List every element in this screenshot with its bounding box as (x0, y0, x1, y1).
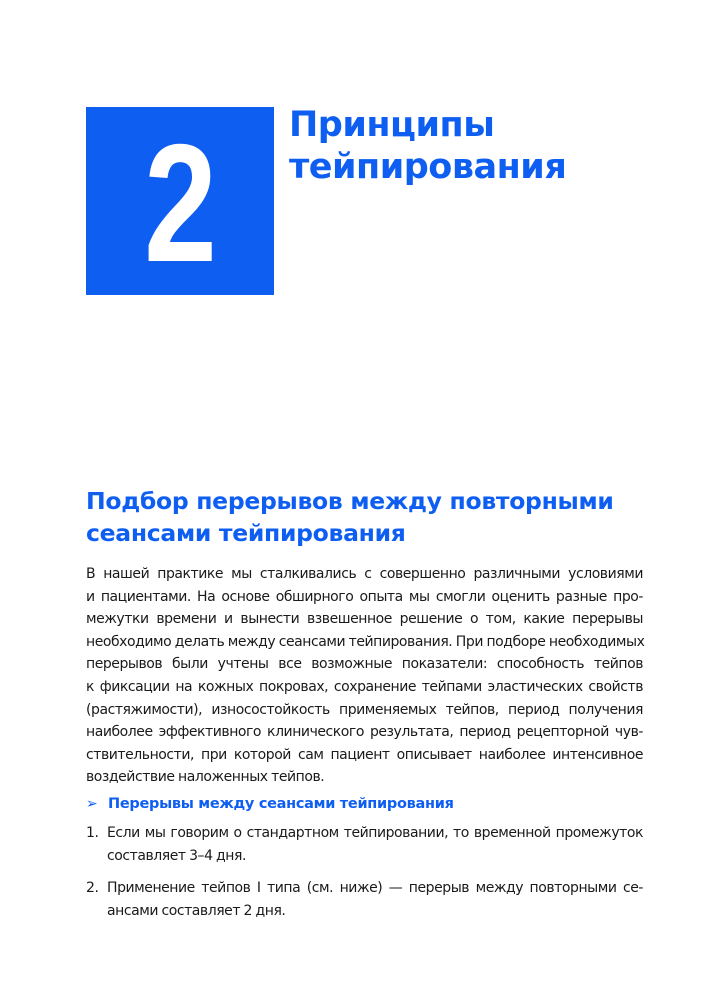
paragraph-line: воздействие наложенных тейпов. (86, 769, 325, 786)
interval-list (86, 822, 643, 932)
chapter-title-line: тейпирования (289, 147, 567, 187)
list-item (86, 877, 643, 922)
paragraph-line: необходимо делать между сеансами тейпирования. При подборе необходимых (86, 633, 645, 650)
section-paragraph (86, 563, 643, 789)
subsection-heading (86, 793, 454, 815)
section-heading (86, 485, 646, 549)
paragraph-line: наиболее эффективного клинического результата, период рецепторной чув- (86, 724, 643, 741)
chapter-number: 2 (144, 109, 216, 297)
list-item-line: Применение тейпов I типа (см. ниже) — перерыв между повторными се- (107, 880, 643, 897)
section-heading-line: Подбор перерывов между повторными (86, 487, 614, 515)
list-item-number: 2. (86, 880, 99, 897)
chapter-title (289, 104, 669, 188)
list-item-line: ансами составляет 2 дня. (107, 902, 286, 919)
paragraph-line: В нашей практике мы сталкивались с совершенно различными условиями (86, 566, 643, 582)
paragraph-line: к фиксации на кожных покровах, сохранение тейпами эластических свойств (86, 678, 643, 695)
list-item-number: 1. (86, 825, 99, 841)
chapter-title-line: Принципы (289, 105, 495, 145)
arrow-icon: ➢ (86, 796, 98, 812)
list-item-line: Если мы говорим о стандартном тейпировании, то временной промежуток (107, 825, 643, 841)
chapter-number-box (86, 107, 274, 295)
paragraph-line: перерывов были учтены все возможные показатели: способность тейпов (86, 656, 643, 673)
subsection-title: Перерывы между сеансами тейпирования (108, 796, 454, 812)
paragraph-line: и пациентами. На основе обширного опыта мы смогли оценить разные про- (86, 588, 643, 605)
section-heading-line: сеансами тейпирования (86, 519, 406, 547)
paragraph-line: межутки времени и вынести взвешенное решение о том, какие перерывы (86, 611, 643, 628)
paragraph-line: ствительности, при которой сам пациент описывает наиболее интенсивное (86, 746, 643, 763)
paragraph-line: (растяжимости), износостойкость применяемых тейпов, период получения (86, 701, 643, 718)
list-item (86, 822, 643, 867)
list-item-line: составляет 3–4 дня. (107, 847, 246, 864)
